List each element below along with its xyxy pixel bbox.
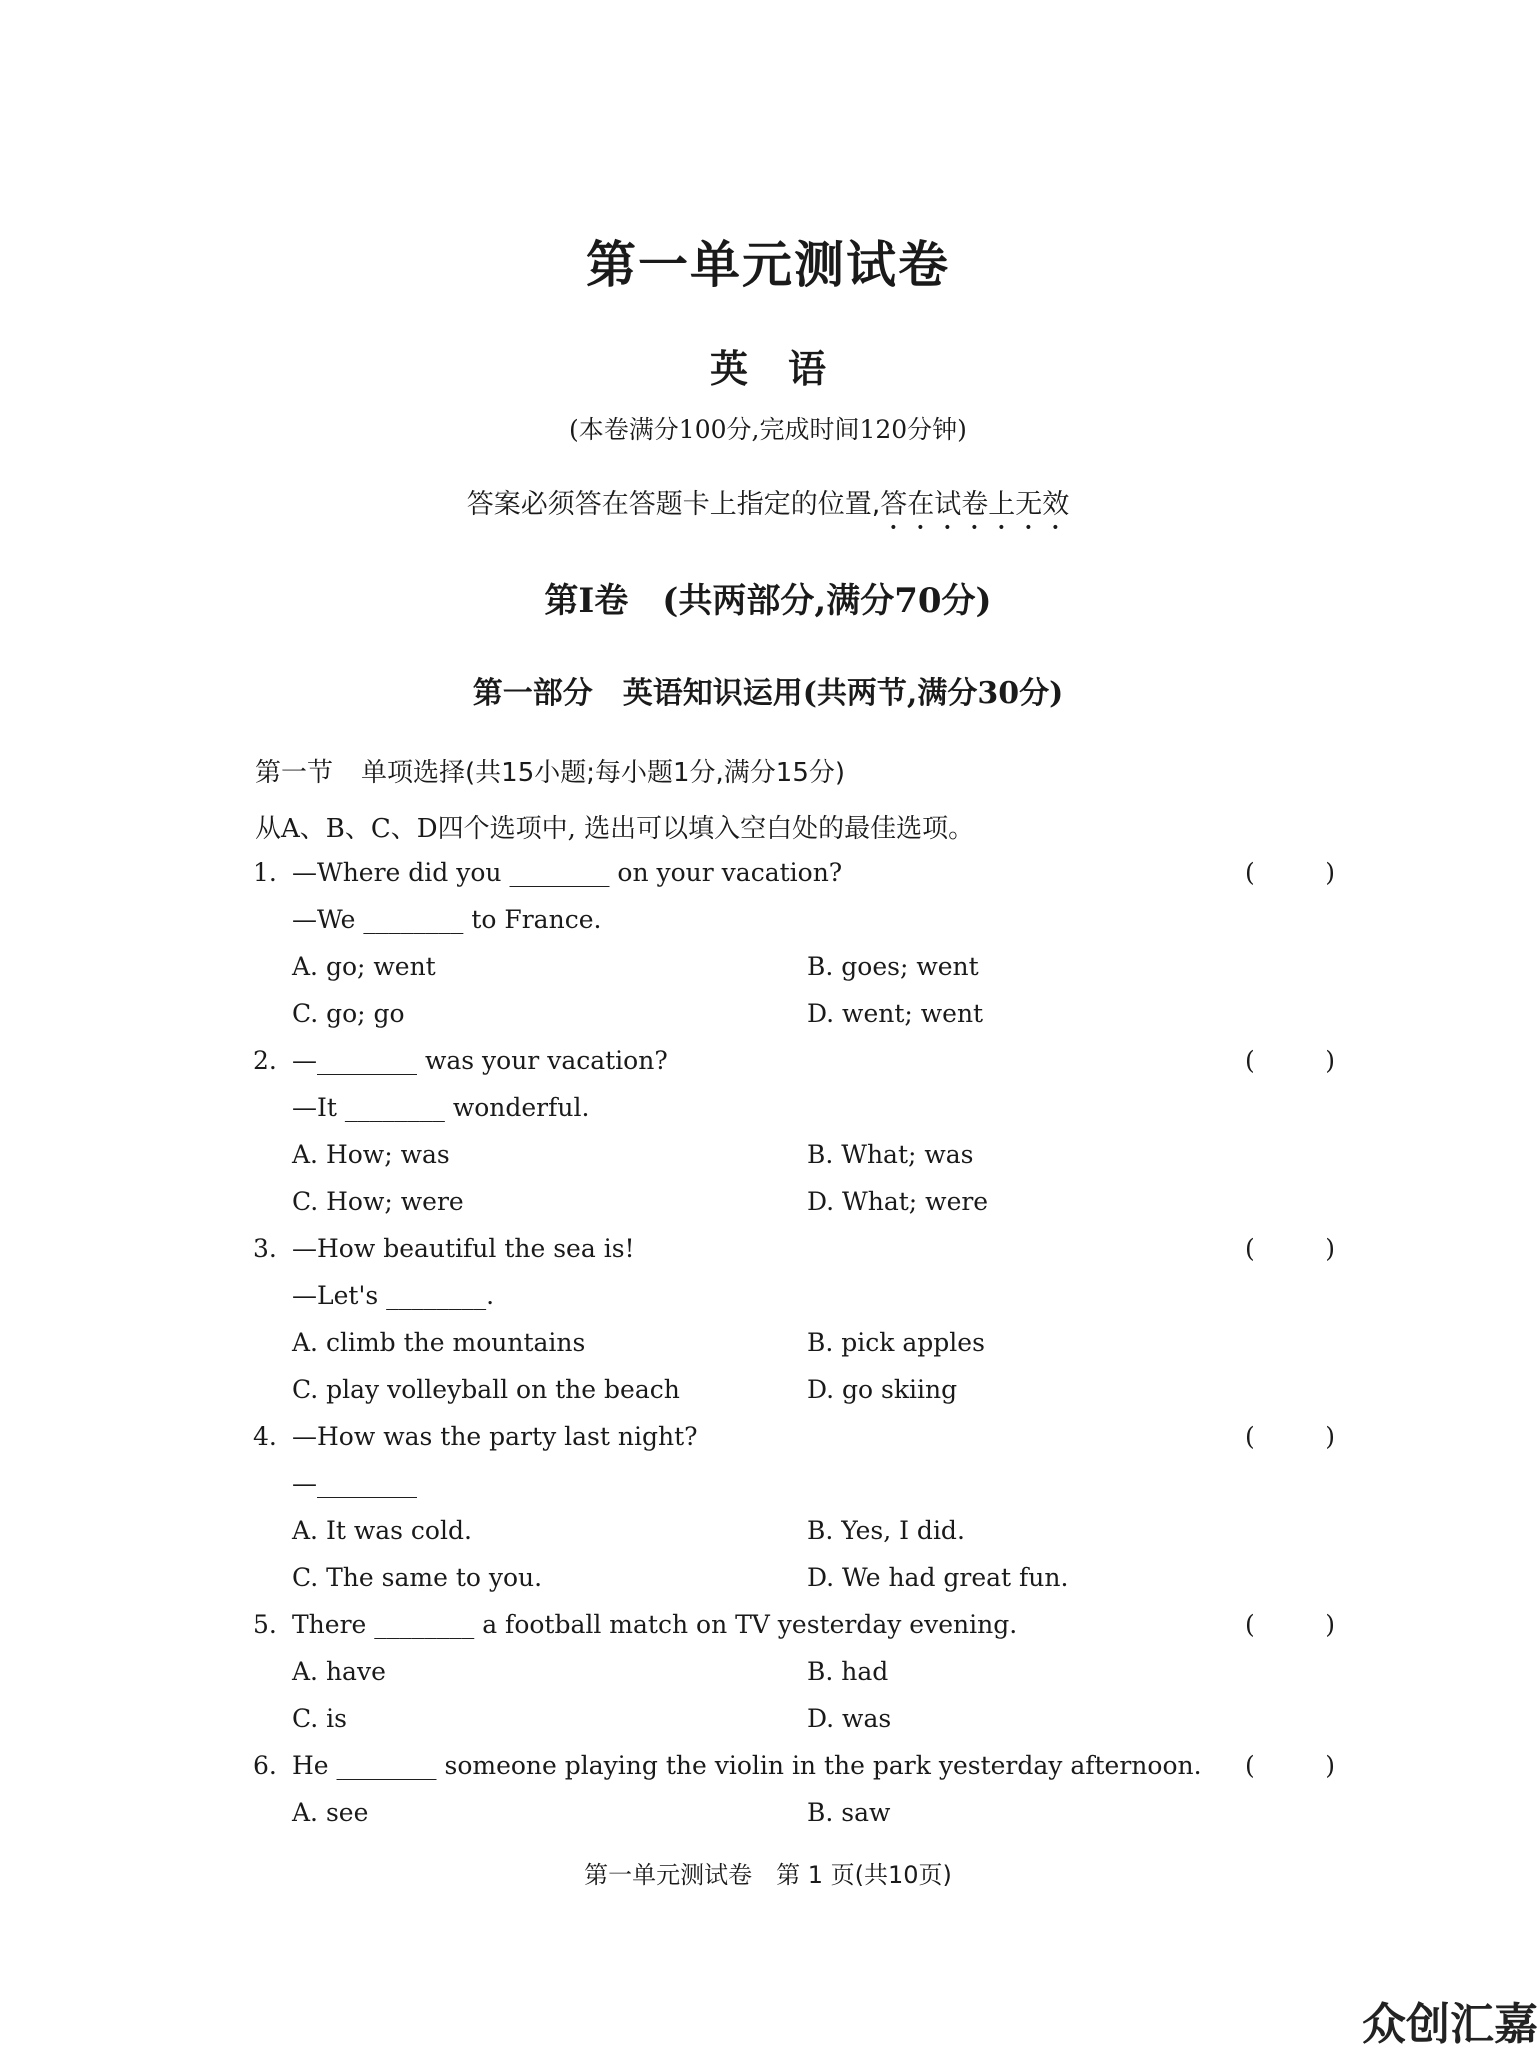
answer-paren: ( ): [1245, 1234, 1335, 1263]
section-heading: [255, 752, 845, 789]
option-b: B. had: [807, 1657, 889, 1686]
instructions: 从A、B、C、D四个选项中, 选出可以填入空白处的最佳选项。: [255, 814, 975, 844]
question-stem: —How was the party last night?: [292, 1422, 698, 1451]
subject-char-2: 语: [788, 346, 827, 391]
question-stem-line2: —We ________ to France.: [292, 905, 602, 934]
notice-emphasis: 答在试卷上无效: [880, 489, 1070, 520]
answer-paren: ( ): [1245, 1046, 1335, 1075]
answer-paren: ( ): [1245, 1422, 1335, 1451]
answer-notice: [40, 482, 1496, 536]
section-title: 单项选择(共15小题;每小题1分,满分15分): [361, 758, 846, 788]
question-stem-line2: —Let's ________.: [292, 1281, 495, 1310]
page-title: 第一单元测试卷: [586, 235, 950, 294]
option-d: D. We had great fun.: [807, 1563, 1069, 1592]
question-stem: —Where did you ________ on your vacation?: [292, 858, 843, 887]
subject-char-1: 英: [709, 346, 748, 391]
page-footer: 第一单元测试卷 第 1 页(共10页): [584, 1861, 952, 1889]
answer-paren: ( ): [1245, 858, 1335, 887]
section-label: 第一节: [255, 758, 334, 788]
question-number: 5.: [253, 1610, 277, 1639]
answer-paren: ( ): [1245, 1610, 1335, 1639]
question-stem: There ________ a football match on TV yesterday evening.: [292, 1610, 1018, 1639]
option-c: C. The same to you.: [292, 1563, 543, 1592]
question-number: 1.: [253, 858, 277, 887]
watermark-logo: 众创汇嘉: [1362, 1999, 1538, 2050]
score-info: (本卷满分100分,完成时间120分钟): [569, 415, 967, 444]
volume-heading: 第Ⅰ卷 (共两部分,满分70分): [544, 581, 992, 621]
option-a: A. climb the mountains: [292, 1328, 586, 1357]
option-d: D. go skiing: [807, 1375, 958, 1404]
option-a: A. It was cold.: [292, 1516, 472, 1545]
option-d: D. What; were: [807, 1187, 989, 1216]
option-b: B. What; was: [807, 1140, 974, 1169]
option-a: A. have: [292, 1657, 386, 1686]
question-stem-line2: —It ________ wonderful.: [292, 1093, 590, 1122]
part-heading: 第一部分 英语知识运用(共两节,满分30分): [472, 676, 1064, 711]
question-number: 2.: [253, 1046, 277, 1075]
question-number: 3.: [253, 1234, 277, 1263]
question-stem: —How beautiful the sea is!: [292, 1234, 635, 1263]
option-b: B. pick apples: [807, 1328, 985, 1357]
option-d: D. was: [807, 1704, 892, 1733]
option-a: A. go; went: [292, 952, 436, 981]
option-b: B. saw: [807, 1798, 891, 1827]
subject-heading: [40, 338, 1496, 393]
option-b: B. goes; went: [807, 952, 979, 981]
option-a: A. see: [292, 1798, 369, 1827]
answer-paren: ( ): [1245, 1751, 1335, 1780]
question-stem: He ________ someone playing the violin in the park yesterday afternoon.: [292, 1751, 1202, 1780]
option-a: A. How; was: [292, 1140, 450, 1169]
question-number: 6.: [253, 1751, 277, 1780]
option-b: B. Yes, I did.: [807, 1516, 965, 1545]
option-d: D. went; went: [807, 999, 984, 1028]
question-number: 4.: [253, 1422, 277, 1451]
option-c: C. is: [292, 1704, 347, 1733]
question-stem-line2: —________: [292, 1469, 417, 1498]
option-c: C. How; were: [292, 1187, 464, 1216]
option-c: C. go; go: [292, 999, 405, 1028]
notice-prefix: 答案必须答在答题卡上指定的位置,: [466, 489, 881, 520]
option-c: C. play volleyball on the beach: [292, 1375, 680, 1404]
question-stem: —________ was your vacation?: [292, 1046, 668, 1075]
